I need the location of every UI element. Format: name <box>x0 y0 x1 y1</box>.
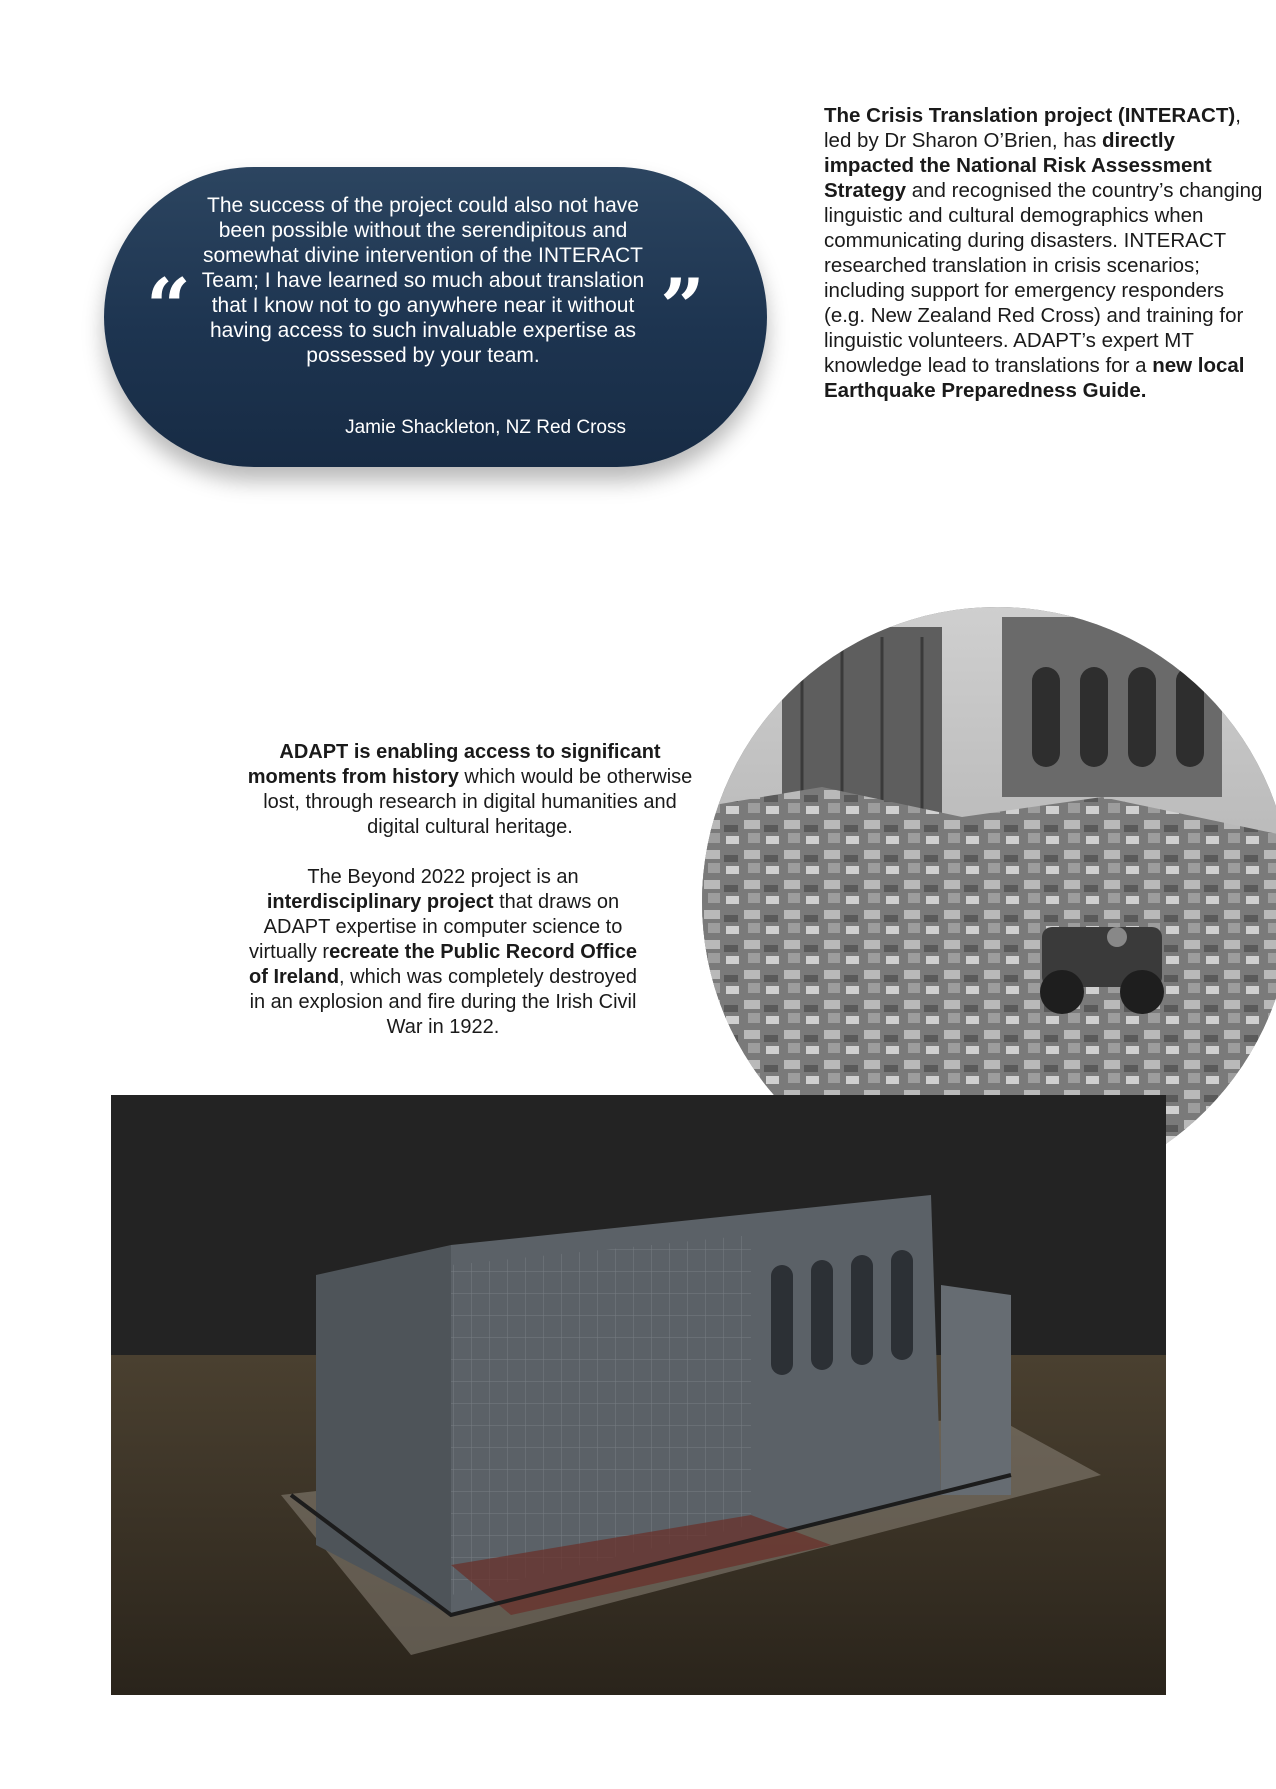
crisis-bold-5: new local Earthquake Preparedness Guide. <box>824 354 1245 402</box>
testimonial-quote-box <box>104 167 767 467</box>
adapt-text-2: which would be otherwise lost, through research in digital humanities and digital cultural heritage. <box>263 766 693 838</box>
adapt-bold-1: ADAPT is enabling access to significant moments from history <box>247 741 661 788</box>
beyond-bold-2: interdisciplinary project <box>266 891 494 913</box>
beyond-text-1: The Beyond 2022 project is an <box>307 866 579 888</box>
adapt-history-paragraph <box>240 740 700 840</box>
testimonial-author: Jamie Shackleton, NZ Red Cross <box>345 417 626 438</box>
crisis-bold-1: The Crisis Translation project (INTERACT) <box>824 104 1236 127</box>
beyond-text-5: , which was completely destroyed in an explosion and fire during the Irish Civil War in 1922. <box>249 966 637 1038</box>
close-quote-icon: ” <box>660 262 705 353</box>
testimonial-text: The success of the project could also not have been possible without the serendipitous and somewhat divine intervention of the INTERACT Team; I have learned so much about translation that I know not to go anywhere near it without having access to such invaluable expertise as possessed by your team. <box>201 194 645 367</box>
open-quote-icon: “ <box>146 262 191 353</box>
crisis-text-4: and recognised the country’s changing linguistic and cultural demographics when communicating during disasters. INTERACT researched translation in crisis scenarios; including support for emergency responders (e.g. New Zealand Red Cross) and training for linguistic volunteers. ADAPT’s expert MT knowledge lead to translations for a <box>824 179 1263 377</box>
crisis-translation-paragraph <box>824 103 1264 403</box>
beyond-text-3: that draws on ADAPT expertise in computer science to virtually r <box>249 891 623 963</box>
crisis-bold-3: directly impacted the National Risk Assessment Strategy <box>824 129 1212 202</box>
beyond-2022-paragraph <box>240 865 646 1040</box>
public-record-office-render <box>111 1095 1166 1695</box>
beyond-bold-4: ecreate the Public Record Office of Ireland <box>249 941 637 988</box>
crisis-text-2: , led by Dr Sharon O’Brien, has <box>824 104 1241 152</box>
